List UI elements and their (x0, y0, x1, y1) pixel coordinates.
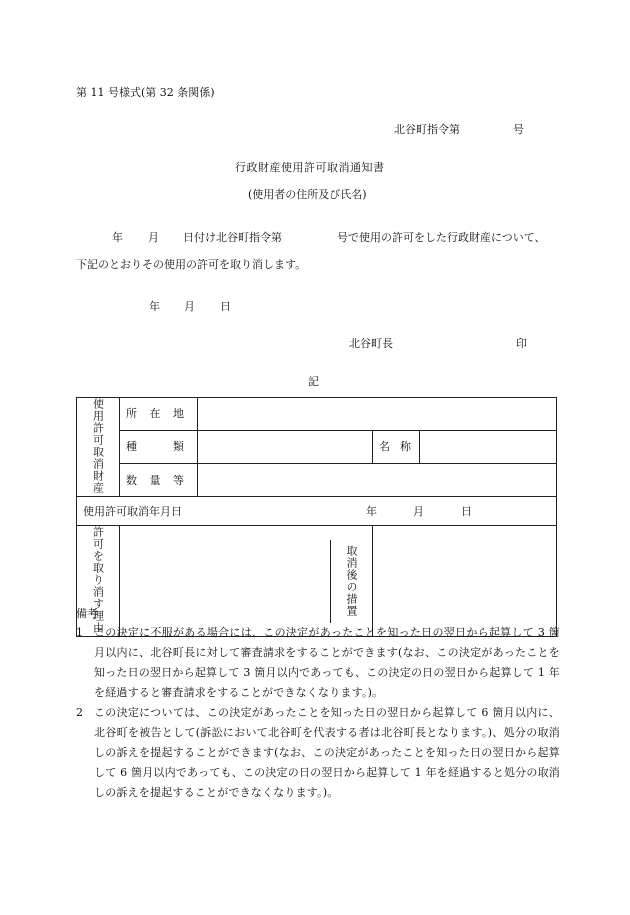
property-group-label: 使用許可取消財産 (91, 398, 105, 494)
quantity-label-cell (120, 464, 198, 497)
property-group-label-cell (77, 398, 120, 497)
note-number: 1 (76, 626, 83, 639)
notes-heading: 備考 (76, 607, 98, 620)
document-title: 行政財産使用許可取消通知書 (235, 161, 385, 174)
ki-heading: 記 (308, 375, 319, 388)
doc-number-prefix: 北谷町指令第 (394, 123, 460, 136)
quantity-label: 数 量 等 (126, 473, 184, 487)
seal-mark: 印 (516, 337, 527, 350)
issue-day: 日 (220, 300, 231, 313)
location-label: 所 在 地 (126, 407, 184, 421)
notes-section (76, 605, 560, 803)
note-text: この決定については、この決定があったことを知った日の翌日から起算して 6 箇月以内に、北谷町を被告として(訴訟において北谷町を代表する者は北谷町長となります。)、処分の取消しの訴えを提起することができます(なお、この決定があったことを知った日の翌日から起算して 6 箇月以内であっても、この決定の日の翌日から起算して 1 年を経過すると処分の取消しの訴えを提起することができなくなります。)。 (94, 706, 560, 799)
type-label-cell (120, 430, 198, 464)
body-month: 月 (148, 231, 159, 244)
quantity-value-cell[interactable] (198, 464, 557, 497)
form-number: 第 11 号様式(第 32 条関係) (76, 86, 215, 99)
note-item (76, 623, 560, 703)
location-value-cell[interactable] (198, 398, 557, 431)
name-value-cell[interactable] (420, 430, 557, 464)
type-value-cell[interactable] (198, 430, 373, 464)
cancel-date-row[interactable] (77, 497, 557, 526)
location-label-cell (120, 398, 198, 431)
issue-month: 月 (184, 300, 195, 313)
type-label: 種 類 (126, 440, 184, 454)
note-item (76, 703, 560, 803)
body-year: 年 (112, 231, 123, 244)
body-line1-rest: 号で使用の許可をした行政財産について、 (337, 231, 546, 244)
cancel-date-month: 月 (413, 505, 424, 518)
cancel-date-label: 使用許可取消年月日 (83, 504, 182, 518)
doc-number-suffix: 号 (513, 123, 524, 136)
body-line2: 下記のとおりその使用の許可を取り消します。 (76, 258, 307, 271)
note-number: 2 (76, 706, 83, 719)
note-text: この決定に不服がある場合には、この決定があったことを知った日の翌日から起算して 3 箇月以内に、北谷町長に対して審査請求をすることができます(なお、この決定があったことを知った日の翌日から起算して 3 箇月以内であっても、この決定の日の翌日から起算して 1 年を経過すると審査請求をすることができなくなります。)。 (94, 626, 560, 699)
addressee-placeholder: (使用者の住所及び氏名) (248, 188, 367, 201)
reason-label: 許可を取り消す理由 (91, 526, 105, 634)
signer-title: 北谷町長 (349, 337, 393, 350)
cancel-date-year: 年 (366, 505, 377, 518)
issue-year: 年 (149, 300, 160, 313)
name-label-cell (373, 430, 420, 464)
cancel-date-day: 日 (461, 505, 472, 518)
name-label: 名 称 (379, 440, 411, 454)
cancellation-table (76, 397, 557, 637)
body-day-ref: 日付け北谷町指令第 (183, 231, 282, 244)
after-label: 取消後の措置 (345, 545, 358, 617)
